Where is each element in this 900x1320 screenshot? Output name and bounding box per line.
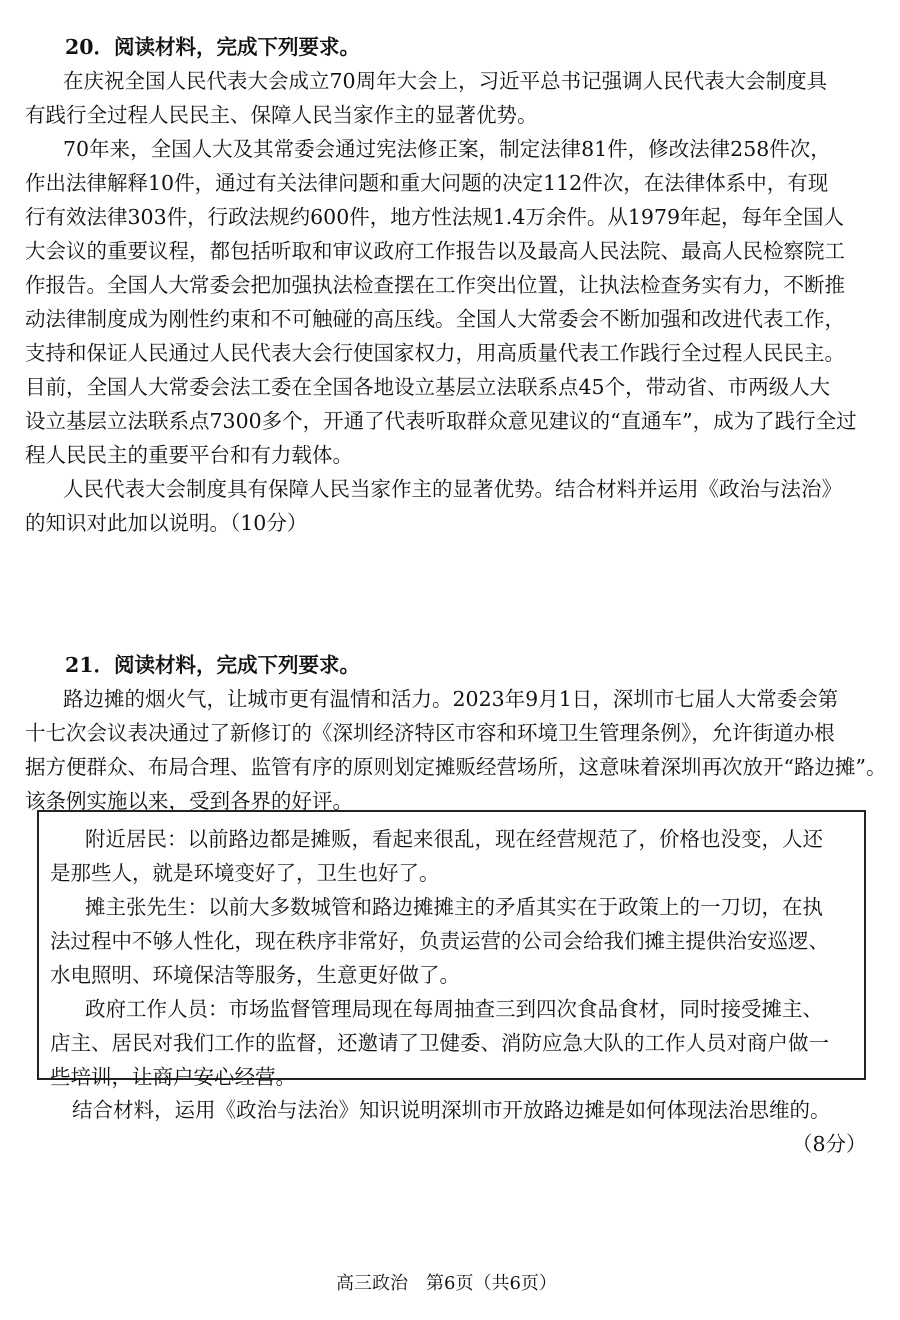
q21-heading: 21．阅读材料，完成下列要求。	[65, 653, 361, 677]
q20-heading: 20．阅读材料，完成下列要求。	[65, 35, 361, 59]
vendor-quote: 摊主张先生：以前大多数城管和路边摊摊主的矛盾其实在于政策上的一刀切，在执	[85, 895, 823, 919]
official-quote: 政府工作人员：市场监督管理局现在每周抽查三到四次食品食材，同时接受摊主、	[85, 997, 823, 1021]
q20-line: 大会议的重要议程，都包括听取和审议政府工作报告以及最高人民法院、最高人民检察院工	[25, 239, 845, 263]
q20-line: 作出法律解释10件，通过有关法律问题和重大问题的决定112件次，在法律体系中，有现	[25, 171, 829, 195]
resident-quote: 附近居民：以前路边都是摊贩，看起来很乱，现在经营规范了，价格也没变，人还	[85, 827, 823, 851]
q21-line: 该条例实施以来，受到各界的好评。	[25, 789, 353, 813]
q20-line: 作报告。全国人大常委会把加强执法检查摆在工作突出位置，让执法检查务实有力，不断推	[25, 273, 845, 297]
resident-quote: 是那些人，就是环境变好了，卫生也好了。	[50, 861, 440, 885]
q21-score: （8分）	[792, 1132, 867, 1156]
q20-line: 支持和保证人民通过人民代表大会行使国家权力，用高质量代表工作践行全过程人民民主。	[25, 341, 845, 365]
official-quote: 店主、居民对我们工作的监督，还邀请了卫健委、消防应急大队的工作人员对商户做一	[50, 1031, 829, 1055]
official-quote: 些培训，让商户安心经营。	[50, 1065, 296, 1089]
q20-line: 目前，全国人大常委会法工委在全国各地设立基层立法联系点45个，带动省、市两级人大	[25, 375, 831, 399]
page-footer: 高三政治 第6页（共6页）	[336, 1273, 557, 1294]
q20-line: 程人民民主的重要平台和有力载体。	[25, 443, 353, 467]
vendor-quote: 法过程中不够人性化，现在秩序非常好，负责运营的公司会给我们摊主提供治安巡逻、	[50, 929, 829, 953]
q20-question: 的知识对此加以说明。（10分）	[25, 511, 308, 535]
q20-line: 动法律制度成为刚性约束和不可触碰的高压线。全国人大常委会不断加强和改进代表工作，	[25, 307, 845, 331]
q21-question: 结合材料，运用《政治与法治》知识说明深圳市开放路边摊是如何体现法治思维的。	[72, 1098, 831, 1122]
q20-line: 70年来，全国人大及其常委会通过宪法修正案，制定法律81件，修改法律258件次，	[63, 137, 831, 161]
q21-line: 十七次会议表决通过了新修订的《深圳经济特区市容和环境卫生管理条例》，允许街道办根	[25, 721, 835, 745]
vendor-quote: 水电照明、环境保洁等服务，生意更好做了。	[50, 963, 460, 987]
q21-line: 据方便群众、布局合理、监管有序的原则划定摊贩经营场所，这意味着深圳再次放开“路边摊”。	[25, 755, 887, 779]
q20-line: 在庆祝全国人民代表大会成立70周年大会上，习近平总书记强调人民代表大会制度具	[63, 69, 828, 93]
q20-question: 人民代表大会制度具有保障人民当家作主的显著优势。结合材料并运用《政治与法治》	[63, 477, 842, 501]
q20-line: 有践行全过程人民民主、保障人民当家作主的显著优势。	[25, 103, 538, 127]
q20-line: 设立基层立法联系点7300多个，开通了代表听取群众意见建议的“直通车”，成为了践行全过	[25, 409, 857, 433]
q20-line: 行有效法律303件，行政法规约600件，地方性法规1.4万余件。从1979年起，每年全国人	[25, 205, 845, 229]
q21-line: 路边摊的烟火气，让城市更有温情和活力。2023年9月1日，深圳市七届人大常委会第	[63, 687, 839, 711]
